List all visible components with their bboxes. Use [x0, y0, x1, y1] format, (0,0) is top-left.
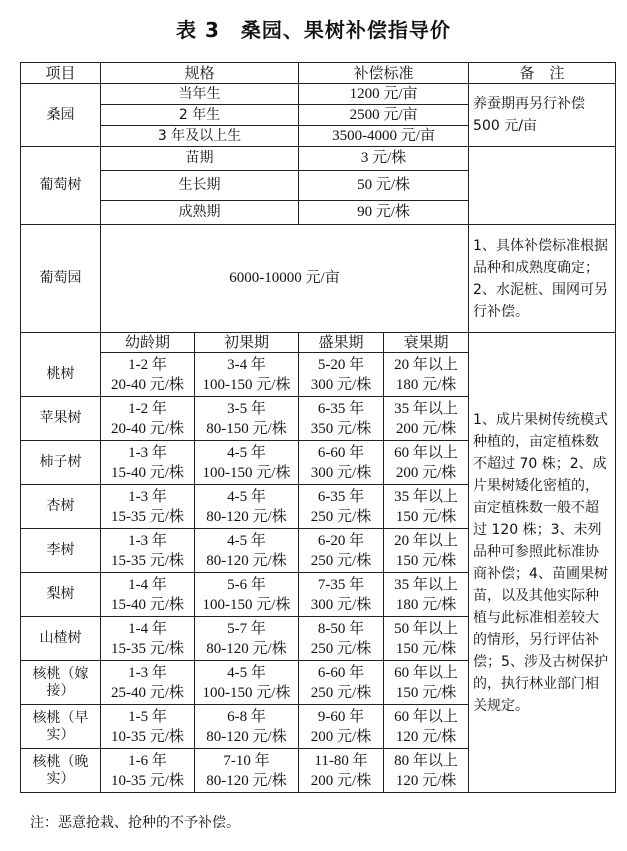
price-per-plant: 15-35 元/株	[111, 552, 184, 569]
grape-tree-spec: 生长期	[101, 171, 299, 201]
fruit-tree-price-cell	[101, 749, 195, 793]
age-range: 9-60 年	[317, 708, 365, 725]
fruit-tree-price-cell	[195, 705, 299, 749]
age-range: 11-80 年	[314, 752, 368, 769]
fruit-tree-price-cell	[299, 661, 384, 705]
age-range: 60 年以上	[394, 664, 458, 681]
age-range: 1-2 年	[128, 400, 167, 417]
fruit-tree-price-cell	[195, 353, 299, 397]
price-per-plant: 180 元/株	[395, 596, 457, 613]
price-per-plant: 120 元/株	[395, 772, 457, 789]
mulberry-price: 3500-4000 元/亩	[299, 126, 469, 147]
age-range: 20 年以上	[394, 356, 458, 373]
fruit-tree-price-cell	[384, 749, 469, 793]
fruit-tree-price-cell	[299, 705, 384, 749]
price-per-plant: 80-120 元/株	[206, 728, 287, 745]
fruit-tree-price-cell	[299, 353, 384, 397]
stage-header: 盛果期	[299, 333, 384, 353]
age-range: 1-5 年	[128, 708, 167, 725]
mulberry-spec: 当年生	[101, 84, 299, 105]
price-per-plant: 150 元/株	[395, 640, 457, 657]
fruit-tree-price-cell	[101, 661, 195, 705]
stage-header: 初果期	[195, 333, 299, 353]
header-spec: 规格	[101, 63, 299, 84]
footer-note: 注：恶意抢栽、抢种的不予补偿。	[30, 815, 240, 831]
age-range: 60 年以上	[394, 444, 458, 461]
fruit-tree-price-cell	[195, 441, 299, 485]
age-range: 5-7 年	[227, 620, 266, 637]
fruit-tree-price-cell	[384, 705, 469, 749]
fruit-tree-price-cell	[101, 705, 195, 749]
price-per-plant: 200 元/株	[310, 772, 372, 789]
price-per-plant: 80-120 元/株	[206, 640, 287, 657]
fruit-tree-price-cell	[384, 353, 469, 397]
age-range: 6-35 年	[317, 400, 365, 417]
price-per-plant: 150 元/株	[395, 684, 457, 701]
age-range: 1-2 年	[128, 356, 167, 373]
price-per-plant: 200 元/株	[395, 420, 457, 437]
price-per-plant: 300 元/株	[310, 464, 372, 481]
fruit-tree-price-cell	[299, 529, 384, 573]
price-per-plant: 15-40 元/株	[111, 596, 184, 613]
price-per-plant: 250 元/株	[310, 552, 372, 569]
mulberry-price: 2500 元/亩	[299, 105, 469, 126]
fruit-tree-price-cell	[384, 441, 469, 485]
fruit-tree-name: 柿子树	[21, 441, 101, 485]
fruit-tree-name: 李树	[21, 529, 101, 573]
fruit-tree-name: 桃树	[21, 353, 101, 397]
mulberry-spec: 3 年及以上生	[101, 126, 299, 147]
stage-header: 衰果期	[384, 333, 469, 353]
price-per-plant: 180 元/株	[395, 376, 457, 393]
header-remark: 备 注	[469, 63, 616, 84]
fruit-remark: 1、成片果树传统模式种植的，亩定植株数不超过 70 株；2、成片果树矮化密植的，亩定植株数一般不超过 120 株；3、未列品种可参照此标准协商补偿；4、苗圃果树苗，以及其他实际种植与此标准相差较大的情形，另行评估补偿；5、涉及古树保护的，执行林业部门相关规定。	[469, 333, 616, 793]
price-per-plant: 100-150 元/株	[202, 684, 291, 701]
fruit-tree-price-cell	[384, 485, 469, 529]
price-per-plant: 250 元/株	[310, 684, 372, 701]
compensation-table	[20, 62, 616, 793]
price-per-plant: 80-120 元/株	[206, 772, 287, 789]
price-per-plant: 120 元/株	[395, 728, 457, 745]
age-range: 1-3 年	[128, 444, 167, 461]
fruit-tree-price-cell	[101, 397, 195, 441]
age-range: 3-5 年	[227, 400, 266, 417]
age-range: 4-5 年	[227, 532, 266, 549]
price-per-plant: 20-40 元/株	[111, 376, 184, 393]
fruit-tree-price-cell	[299, 485, 384, 529]
fruit-tree-price-cell	[299, 617, 384, 661]
mulberry-name: 桑园	[21, 84, 101, 147]
fruit-tree-price-cell	[195, 617, 299, 661]
fruit-tree-price-cell	[384, 617, 469, 661]
price-per-plant: 150 元/株	[395, 552, 457, 569]
fruit-tree-name: 核桃（嫁接）	[21, 661, 101, 705]
grape-tree-spec: 成熟期	[101, 201, 299, 225]
fruit-tree-price-cell	[195, 485, 299, 529]
price-per-plant: 10-35 元/株	[111, 728, 184, 745]
age-range: 1-3 年	[128, 532, 167, 549]
price-per-plant: 15-40 元/株	[111, 464, 184, 481]
fruit-tree-price-cell	[299, 441, 384, 485]
fruit-tree-price-cell	[299, 573, 384, 617]
price-per-plant: 80-120 元/株	[206, 508, 287, 525]
fruit-tree-price-cell	[101, 573, 195, 617]
age-range: 35 年以上	[394, 400, 458, 417]
age-range: 6-60 年	[317, 444, 365, 461]
header-standard: 补偿标准	[299, 63, 469, 84]
price-per-plant: 250 元/株	[310, 640, 372, 657]
price-per-plant: 200 元/株	[395, 464, 457, 481]
vineyard-remark: 1、具体补偿标准根据品种和成熟度确定；2、水泥桩、围网可另行补偿。	[469, 225, 616, 333]
fruit-tree-name: 梨树	[21, 573, 101, 617]
fruit-tree-name: 核桃（晚实）	[21, 749, 101, 793]
price-per-plant: 15-35 元/株	[111, 508, 184, 525]
age-range: 35 年以上	[394, 576, 458, 593]
header-item: 项目	[21, 63, 101, 84]
price-per-plant: 150 元/株	[395, 508, 457, 525]
age-range: 5-20 年	[317, 356, 365, 373]
fruit-tree-price-cell	[195, 573, 299, 617]
age-range: 8-50 年	[317, 620, 365, 637]
age-range: 1-4 年	[128, 620, 167, 637]
price-per-plant: 100-150 元/株	[202, 464, 291, 481]
fruit-tree-name: 山楂树	[21, 617, 101, 661]
fruit-tree-price-cell	[384, 397, 469, 441]
age-range: 3-4 年	[227, 356, 266, 373]
fruit-tree-price-cell	[195, 661, 299, 705]
fruit-tree-name: 苹果树	[21, 397, 101, 441]
grape-tree-remark	[469, 147, 616, 225]
page-title: 表 3 桑园、果树补偿指导价	[176, 18, 451, 42]
fruit-tree-price-cell	[101, 441, 195, 485]
age-range: 50 年以上	[394, 620, 458, 637]
fruit-tree-price-cell	[384, 573, 469, 617]
age-range: 1-3 年	[128, 488, 167, 505]
vineyard-name: 葡萄园	[21, 225, 101, 333]
fruit-tree-price-cell	[299, 749, 384, 793]
age-range: 7-35 年	[317, 576, 365, 593]
age-range: 80 年以上	[394, 752, 458, 769]
fruit-tree-name: 杏树	[21, 485, 101, 529]
fruit-tree-price-cell	[195, 397, 299, 441]
age-range: 1-4 年	[128, 576, 167, 593]
age-range: 5-6 年	[227, 576, 266, 593]
age-range: 6-8 年	[227, 708, 266, 725]
age-range: 6-35 年	[317, 488, 365, 505]
fruit-tree-price-cell	[101, 617, 195, 661]
mulberry-spec: 2 年生	[101, 105, 299, 126]
age-range: 1-6 年	[128, 752, 167, 769]
price-per-plant: 300 元/株	[310, 376, 372, 393]
fruit-tree-name: 核桃（早实）	[21, 705, 101, 749]
mulberry-remark: 养蚕期再另行补偿 500 元/亩	[469, 84, 616, 147]
price-per-plant: 350 元/株	[310, 420, 372, 437]
price-per-plant: 250 元/株	[310, 508, 372, 525]
age-range: 60 年以上	[394, 708, 458, 725]
fruit-tree-price-cell	[384, 661, 469, 705]
grape-tree-name: 葡萄树	[21, 147, 101, 225]
vineyard-price: 6000-10000 元/亩	[101, 225, 469, 333]
fruit-tree-price-cell	[101, 529, 195, 573]
age-range: 6-60 年	[317, 664, 365, 681]
age-range: 7-10 年	[223, 752, 270, 769]
price-per-plant: 80-150 元/株	[206, 420, 287, 437]
price-per-plant: 15-35 元/株	[111, 640, 184, 657]
fruit-tree-price-cell	[195, 529, 299, 573]
price-per-plant: 25-40 元/株	[111, 684, 184, 701]
price-per-plant: 100-150 元/株	[202, 376, 291, 393]
age-range: 4-5 年	[227, 488, 266, 505]
mulberry-price: 1200 元/亩	[299, 84, 469, 105]
age-range: 35 年以上	[394, 488, 458, 505]
age-range: 6-20 年	[317, 532, 365, 549]
grape-tree-price: 90 元/株	[299, 201, 469, 225]
fruit-tree-price-cell	[195, 749, 299, 793]
age-range: 1-3 年	[128, 664, 167, 681]
fruit-tree-price-cell	[384, 529, 469, 573]
price-per-plant: 10-35 元/株	[111, 772, 184, 789]
fruit-tree-price-cell	[101, 485, 195, 529]
fruit-tree-price-cell	[299, 397, 384, 441]
grape-tree-spec: 苗期	[101, 147, 299, 171]
grape-tree-price: 50 元/株	[299, 171, 469, 201]
price-per-plant: 80-120 元/株	[206, 552, 287, 569]
fruit-tree-price-cell	[101, 353, 195, 397]
stage-header: 幼龄期	[101, 333, 195, 353]
age-range: 4-5 年	[227, 664, 266, 681]
price-per-plant: 200 元/株	[310, 728, 372, 745]
age-range: 4-5 年	[227, 444, 266, 461]
price-per-plant: 300 元/株	[310, 596, 372, 613]
grape-tree-price: 3 元/株	[299, 147, 469, 171]
age-range: 20 年以上	[394, 532, 458, 549]
price-per-plant: 100-150 元/株	[202, 596, 291, 613]
price-per-plant: 20-40 元/株	[111, 420, 184, 437]
stage-header-blank	[21, 333, 101, 353]
